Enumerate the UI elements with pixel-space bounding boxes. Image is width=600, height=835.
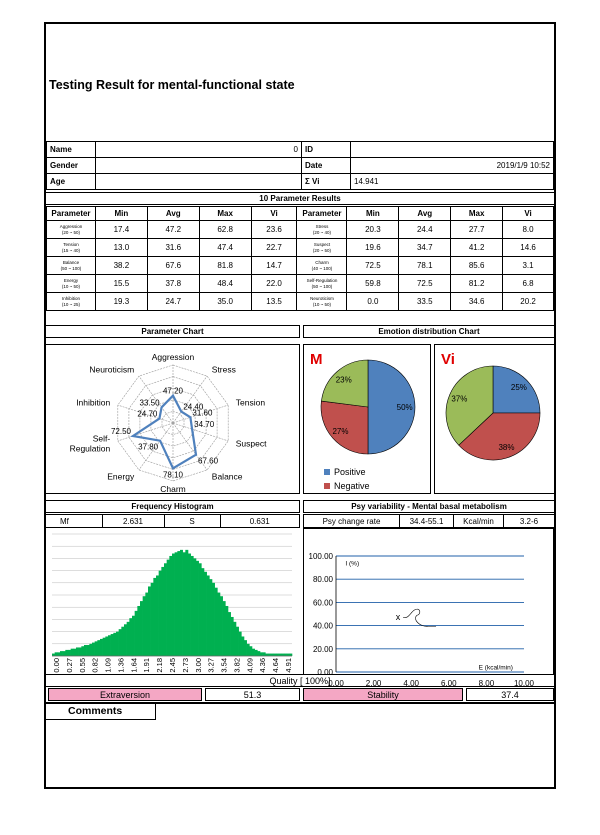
name-label: Name [47, 142, 96, 158]
hist-bar [231, 617, 234, 656]
stability-label: Stability [303, 688, 463, 701]
param-avg: 34.7 [399, 239, 451, 257]
radar-axis-label: Regulation [69, 443, 111, 454]
hist-bar [89, 644, 92, 656]
hist-tick-label: 4.36 [258, 658, 268, 673]
hist-bar [79, 647, 82, 656]
date-value: 2019/1/9 10:52 [351, 158, 554, 174]
id-label: ID [302, 142, 351, 158]
param-name [47, 221, 96, 239]
hist-bar [233, 622, 236, 656]
hist-tick-label: 2.45 [168, 658, 177, 673]
frequency-histogram [46, 528, 300, 678]
param-min: 13.0 [95, 239, 147, 257]
report-page [44, 22, 556, 789]
param-min: 38.2 [95, 257, 147, 275]
param-avg: 24.4 [399, 221, 451, 239]
radar-axis-label: Balance [211, 471, 243, 482]
param-row [47, 257, 554, 275]
psy-x-label: E (kcal/min) [478, 664, 513, 672]
param-name [47, 275, 96, 293]
param-max: 41.2 [451, 239, 503, 257]
hist-tick-label: 3.00 [193, 658, 203, 673]
psy-range: 3.2-6 [504, 515, 555, 528]
param-avg: 78.1 [399, 257, 451, 275]
hist-tick-label: 3.54 [219, 658, 229, 673]
hist-bar [228, 612, 231, 656]
param-min: 59.8 [347, 275, 399, 293]
radar-value-label: 24.70 [137, 409, 158, 419]
hist-bar [188, 554, 191, 656]
radar-axis-label: Tension [235, 397, 266, 408]
psy-y-tick: 40.00 [312, 621, 333, 631]
param-name [297, 239, 347, 257]
psy-x-tick: 6.00 [441, 679, 457, 688]
param-name [47, 239, 96, 257]
hist-bar [60, 651, 63, 656]
param-name-text: Self-Regulation [306, 278, 338, 283]
hist-bar [239, 632, 242, 656]
hist-bar [76, 647, 79, 656]
param-vi: 23.6 [251, 221, 297, 239]
hist-tick-label: 0.55 [77, 658, 87, 673]
pie-chart-vi [434, 344, 554, 494]
radar-value-label: 72.50 [110, 426, 132, 436]
param-header-3: Max [199, 207, 251, 221]
mf-label: Mf [46, 515, 102, 528]
emotion-chart-title: Emotion distribution Chart [303, 325, 554, 338]
hist-bar [236, 627, 239, 656]
psy-unit: Kcal/min [454, 515, 504, 528]
hist-bar [111, 634, 114, 656]
psy-x-tick: 2.00 [365, 679, 382, 688]
frequency-title: Frequency Histogram [46, 500, 300, 513]
param-name [47, 293, 96, 311]
param-range-text: (10 ~ 50) [61, 283, 81, 289]
param-min: 20.3 [347, 221, 399, 239]
hist-bar [220, 596, 223, 656]
param-header-9: Vi [503, 207, 554, 221]
hist-bar [177, 551, 180, 656]
hist-bar [185, 550, 188, 656]
hist-bar [143, 596, 146, 656]
params-table [46, 206, 554, 311]
hist-bar [132, 616, 135, 656]
hist-bar [127, 622, 130, 656]
hist-bar [140, 601, 143, 656]
legend-swatch [324, 483, 330, 489]
hist-bar [215, 588, 218, 656]
hist-bar [145, 593, 148, 656]
hist-bar [159, 571, 162, 656]
hist-bar [71, 649, 74, 656]
param-header-8: Max [451, 207, 503, 221]
param-vi: 13.5 [251, 293, 297, 311]
hist-bar [244, 640, 247, 656]
hist-bar [249, 646, 252, 656]
param-name-text: Stress [315, 224, 329, 229]
hist-bar [252, 649, 255, 656]
psy-x-tick: 4.00 [403, 679, 419, 688]
psy-x-tick: 8.00 [478, 679, 495, 688]
hist-bar [148, 586, 151, 656]
param-min: 15.5 [95, 275, 147, 293]
hist-bar [225, 606, 228, 656]
hist-tick-label: 2.18 [155, 658, 165, 673]
param-range-text: (40 ~ 100) [311, 265, 333, 271]
hist-bar [92, 643, 95, 656]
gender-value [96, 158, 302, 174]
param-name-text: Neuroticism [310, 296, 334, 301]
params-title: 10 Parameter Results [46, 192, 554, 205]
pie-slice-label: 25% [510, 383, 527, 393]
param-name [297, 275, 347, 293]
page-title: Testing Result for mental-functional state [49, 78, 295, 92]
radar-value-label: 78.10 [162, 470, 184, 480]
hist-bar [169, 556, 172, 656]
pie-title: M [310, 351, 323, 368]
param-max: 47.4 [199, 239, 251, 257]
hist-bar [137, 606, 140, 656]
quality-bar: Quality [ 100%] [46, 674, 554, 687]
param-range-text: (20 ~ 40) [312, 229, 332, 235]
hist-bar [113, 633, 116, 656]
param-vi: 14.7 [251, 257, 297, 275]
param-range-text: (15 ~ 40) [61, 247, 81, 253]
param-range-text: (50 ~ 100) [60, 265, 82, 271]
hist-bar [103, 638, 106, 656]
hist-bar [97, 640, 100, 656]
hist-bar [81, 646, 84, 656]
param-row [47, 221, 554, 239]
hist-bar [241, 636, 244, 656]
param-header-0: Parameter [47, 207, 96, 221]
radar-axis-label: Charm [160, 484, 186, 494]
psy-marker: x [395, 612, 401, 623]
pie-chart-m [303, 344, 431, 494]
hist-bar [65, 650, 68, 656]
parameter-chart-title: Parameter Chart [46, 325, 300, 338]
hist-bar [87, 645, 90, 656]
param-name [297, 257, 347, 275]
hist-bar [204, 572, 207, 656]
hist-bar [263, 652, 266, 656]
legend-label: Positive [334, 467, 366, 477]
hist-bar [151, 583, 154, 656]
param-name [297, 293, 347, 311]
hist-bar [255, 650, 258, 656]
hist-bar [207, 575, 210, 656]
radar-value-label: 37.80 [138, 442, 159, 452]
legend-label: Negative [334, 481, 370, 491]
psy-y-label: I (%) [345, 560, 360, 568]
radar-value-label: 31.60 [192, 408, 213, 418]
comments-label: Comments [46, 704, 156, 720]
param-name-text: Energy [63, 278, 79, 283]
psy-y-tick: 20.00 [312, 644, 333, 654]
hist-bar [135, 611, 138, 656]
psy-x-tick: 0.00 [328, 679, 344, 688]
param-max: 81.2 [451, 275, 503, 293]
hist-bar [180, 550, 183, 656]
psy-title: Psy variability - Mental basal metabolism [303, 500, 554, 513]
param-name-text: Aggression [59, 224, 83, 229]
hist-bar [201, 568, 204, 656]
radar-axis-label: Stress [211, 364, 236, 375]
pie-slice-label: 37% [451, 394, 468, 404]
param-header-7: Avg [399, 207, 451, 221]
hist-bar [73, 649, 76, 656]
param-range-text: (50 ~ 100) [311, 283, 333, 289]
param-min: 19.3 [95, 293, 147, 311]
hist-bar [100, 639, 103, 656]
hist-bar [260, 652, 263, 656]
hist-tick-label: 1.09 [103, 658, 113, 673]
param-vi: 6.8 [503, 275, 554, 293]
radar-value-label: 24.40 [183, 402, 204, 412]
hist-bar [105, 636, 108, 656]
hist-bar [108, 635, 111, 656]
hist-tick-label: 0.00 [52, 658, 61, 673]
hist-bar [167, 560, 170, 656]
param-name [47, 257, 96, 275]
param-name-text: Charm [315, 260, 329, 265]
param-row [47, 239, 554, 257]
legend-swatch [324, 469, 330, 475]
hist-bar [55, 652, 58, 656]
param-name [297, 221, 347, 239]
pie-title: Vi [441, 351, 455, 368]
psy-y-tick: 80.00 [312, 575, 333, 585]
psy-y-tick: 100.00 [308, 552, 333, 561]
pie-slice-label: 38% [498, 443, 515, 453]
param-header-4: Vi [251, 207, 297, 221]
hist-bar [196, 561, 199, 656]
psy-trace [403, 609, 436, 626]
id-value [351, 142, 554, 158]
param-avg: 47.2 [147, 221, 199, 239]
param-max: 85.6 [451, 257, 503, 275]
mf-value: 2.631 [102, 515, 164, 528]
psy-y-tick: 0.00 [317, 668, 333, 677]
hist-bar [217, 593, 220, 656]
param-min: 0.0 [347, 293, 399, 311]
hist-tick-label: 2.73 [180, 658, 190, 673]
param-name-text: Inhibition [61, 296, 80, 301]
hist-bar [183, 552, 186, 656]
param-header-5: Parameter [297, 207, 347, 221]
hist-bar [57, 652, 60, 656]
param-avg: 24.7 [147, 293, 199, 311]
param-row [47, 293, 554, 311]
param-name-text: Tension [63, 242, 79, 247]
radar-value-label: 34.70 [194, 420, 215, 430]
hist-tick-label: 4.91 [284, 658, 293, 673]
param-vi: 8.0 [503, 221, 554, 239]
extraversion-value: 51.3 [205, 688, 300, 701]
psy-rate-label: Psy change rate [304, 515, 400, 528]
freq-stats [46, 514, 300, 528]
hist-tick-label: 0.82 [90, 658, 100, 673]
hist-bar [247, 644, 250, 656]
psy-y-tick: 60.00 [312, 598, 333, 608]
s-label: S [164, 515, 220, 528]
psy-line-chart [303, 528, 554, 688]
param-min: 72.5 [347, 257, 399, 275]
hist-bar [175, 552, 178, 656]
radar-axis-label: Self- [92, 433, 111, 444]
hist-bar [193, 558, 196, 656]
param-vi: 20.2 [503, 293, 554, 311]
hist-bar [191, 556, 194, 656]
radar-axis-label: Neuroticism [89, 364, 135, 375]
psy-frame [304, 529, 554, 675]
param-max: 62.8 [199, 221, 251, 239]
radar-axis-label: Aggression [151, 352, 195, 362]
pie-slice-label: 27% [332, 427, 349, 437]
pie-slice-label: 50% [396, 403, 413, 412]
radar-chart [46, 344, 300, 494]
param-range-text: (20 ~ 50) [312, 247, 332, 253]
info-table [46, 141, 554, 190]
param-max: 81.8 [199, 257, 251, 275]
svi-label: Σ Vi [302, 174, 351, 190]
hist-bar [119, 629, 122, 656]
hist-bar [257, 651, 260, 656]
hist-bar [212, 583, 215, 656]
hist-tick-label: 1.91 [142, 658, 152, 673]
param-vi: 22.0 [251, 275, 297, 293]
psy-rate-value: 34.4-55.1 [400, 515, 454, 528]
param-max: 48.4 [199, 275, 251, 293]
param-header-2: Avg [147, 207, 199, 221]
radar-axis-label: Suspect [235, 438, 267, 449]
age-value [96, 174, 302, 190]
stability-value: 37.4 [466, 688, 554, 701]
hist-bar [129, 618, 132, 656]
hist-tick-label: 3.27 [206, 658, 216, 673]
param-header-1: Min [95, 207, 147, 221]
hist-bar [161, 567, 164, 656]
hist-bar [153, 578, 156, 656]
hist-bar [164, 563, 167, 656]
hist-tick-label: 0.27 [64, 658, 74, 673]
radar-value-label: 47.20 [162, 386, 184, 396]
s-value: 0.631 [220, 515, 300, 528]
hist-bar [223, 601, 226, 656]
hist-bar [156, 575, 159, 656]
hist-tick-label: 1.36 [116, 658, 126, 673]
param-range-text: (10 ~ 50) [312, 301, 332, 307]
param-max: 34.6 [451, 293, 503, 311]
param-max: 27.7 [451, 221, 503, 239]
name-value: 0 [96, 142, 302, 158]
radar-axis-label: Inhibition [76, 397, 111, 408]
psy-stats [303, 514, 554, 528]
hist-bar [84, 645, 87, 656]
radar-axis-label: Energy [107, 471, 135, 482]
param-name-text: Suspect [313, 242, 331, 247]
age-label: Age [47, 174, 96, 190]
pie-slice-label: 23% [335, 375, 352, 385]
hist-bar [68, 650, 71, 656]
param-min: 17.4 [95, 221, 147, 239]
hist-bar [95, 641, 98, 656]
extraversion-label: Extraversion [48, 688, 202, 701]
hist-tick-label: 1.64 [129, 658, 139, 673]
param-avg: 72.5 [399, 275, 451, 293]
hist-tick-label: 3.82 [232, 658, 242, 673]
radar-value-label: 67.60 [198, 456, 219, 466]
radar-value-label: 33.50 [139, 398, 160, 408]
hist-bar [209, 579, 212, 656]
hist-bar [199, 563, 202, 656]
hist-bar [121, 627, 124, 656]
param-vi: 3.1 [503, 257, 554, 275]
hist-tick-label: 4.09 [245, 658, 255, 673]
param-avg: 37.8 [147, 275, 199, 293]
svi-value: 14.941 [351, 174, 554, 190]
date-label: Date [302, 158, 351, 174]
param-name-text: Balance [62, 260, 80, 265]
param-row [47, 275, 554, 293]
hist-bar [116, 632, 119, 656]
gender-label: Gender [47, 158, 96, 174]
hist-bar [63, 651, 66, 656]
hist-bar [172, 554, 175, 656]
param-avg: 67.6 [147, 257, 199, 275]
param-header-6: Min [347, 207, 399, 221]
hist-tick-label: 4.64 [271, 658, 281, 673]
param-vi: 14.6 [503, 239, 554, 257]
param-vi: 22.7 [251, 239, 297, 257]
psy-x-tick: 10.00 [513, 679, 535, 688]
param-max: 35.0 [199, 293, 251, 311]
hist-bar [124, 624, 127, 656]
param-avg: 33.5 [399, 293, 451, 311]
param-min: 19.6 [347, 239, 399, 257]
param-avg: 31.6 [147, 239, 199, 257]
param-range-text: (10 ~ 25) [61, 301, 81, 307]
param-range-text: (20 ~ 50) [61, 229, 81, 235]
